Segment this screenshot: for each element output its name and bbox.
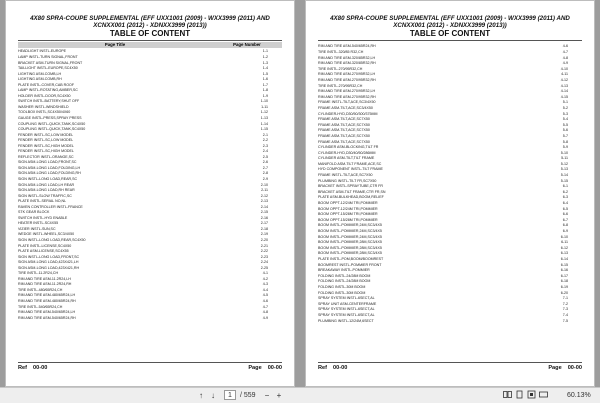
toc-entry-title: FRAME INSTL-TILT,ACE,SC7X50 xyxy=(318,173,373,178)
toc-entry-page: 1-7 xyxy=(262,82,268,87)
total-pages: / 559 xyxy=(240,392,256,399)
viewer-toolbar xyxy=(0,387,600,403)
toc-entry-page: 5-7 xyxy=(562,133,568,138)
toc-entry-title: SPRAY SYSTEM INSTL-6SECT,AL xyxy=(318,312,375,317)
toc-entry-title: PLATE ASM-LICENSE,SC4X55 xyxy=(18,249,69,254)
toc-entry-title: CYLINDER ASM-BLOCKING,TILT FR xyxy=(318,145,379,150)
toc-entry-page: 5-13 xyxy=(560,167,568,172)
toc-entry-title: REFLECTOR INSTL-ORANGE,SC xyxy=(18,154,74,159)
toc-entry-page: 2-5 xyxy=(262,154,268,159)
up-arrow-icon[interactable]: ↑ xyxy=(199,391,203,400)
toc-entry-page: 5-2 xyxy=(562,105,568,110)
footer-ref-value: 00-00 xyxy=(33,365,48,371)
toc-entry-page: 7-4 xyxy=(562,312,568,317)
footer-ref-label: Ref xyxy=(18,365,28,371)
toc-entry-title: HEATER INSTL-SC4X55 xyxy=(18,221,59,226)
toc-entry-page: 1-15 xyxy=(260,127,268,132)
toc-entry-page: 4-2 xyxy=(262,276,268,281)
toc-entry-title: FENDER INSTL-SC,HIGH MODEL xyxy=(18,143,74,148)
toc-entry-title: SIGN ASM-LONG LOAD,423X421,RH xyxy=(18,265,80,270)
toc-entry-page: 4-6 xyxy=(262,299,268,304)
toc-entry-page: 4-10 xyxy=(560,66,568,71)
toc-entry-page: 2-13 xyxy=(260,199,268,204)
toc-entry-title: RIM AND TIRE ASM-270/95R32,LH xyxy=(318,72,376,77)
toc-entry-page: 4-8 xyxy=(262,310,268,315)
divider xyxy=(18,40,282,41)
toc-entry-title: TIRE INSTL-11.2R24,CH xyxy=(18,271,59,276)
toc-entry-title: BOOM INSTL-POMMIER,28M,SC3/4X5 xyxy=(318,251,382,256)
toc-entry-page: 1-11 xyxy=(261,104,268,109)
page-footer xyxy=(18,362,282,371)
toc-entry-page: 6-15 xyxy=(560,262,568,267)
toc-entry-page: 2-24 xyxy=(260,260,268,265)
toc-entry-page: 5-14 xyxy=(560,173,568,178)
toc-entry-page: 6-2 xyxy=(562,189,568,194)
toc-entry-page: 5-5 xyxy=(562,122,568,127)
toc-entry-title: SIGN INSTL-SLOW TRAFFIC,SC xyxy=(18,193,72,198)
toc-entry-title: FRAME ASM-TILT,ACE,SC7X50 xyxy=(318,139,370,144)
toc-entry-title: VIZIER INSTL-SUN,SC xyxy=(18,226,56,231)
toc-entry-title: FRAME ASM-TILT,ACE,SC7X50 xyxy=(318,128,370,133)
toc-entry-title: BRACKET ASM-TURN SIGNAL,FRONT xyxy=(18,60,83,65)
toc-entry-page: 4-8 xyxy=(562,55,568,60)
toc-entry-page: 2-21 xyxy=(260,243,268,248)
toc-entry-title: BOOM OPPT-15/28M TRI,POMMIER xyxy=(318,212,378,217)
toc-entry-title: RIM AND TIRE ASM-11.2R24,RH xyxy=(18,282,72,287)
toc-entry-page: 2-9 xyxy=(262,176,268,181)
toc-entry-page: 4-6 xyxy=(562,44,568,49)
toc-entry-page: 5-9 xyxy=(562,145,568,150)
toc-entry-page: 4-1 xyxy=(262,271,268,276)
document-title xyxy=(6,15,294,29)
page-number-input[interactable]: 1 xyxy=(224,390,236,400)
toc-entry-title: FRAME ASM-TILT,ACE,SC7X50 xyxy=(318,117,370,122)
toc-entry-page: 2-2 xyxy=(262,138,268,143)
toc-entry-page: 6-14 xyxy=(560,256,568,261)
toc-entry-page: 6-17 xyxy=(560,273,568,278)
toc-entry-page: 4-15 xyxy=(560,94,568,99)
toc-entry-title: CYLINDER-HYD,D30/40/50/286MM xyxy=(318,150,376,155)
toc-entry-title: RIM AND TIRE ASM-270/95R32,RH xyxy=(318,94,376,99)
title-line: 4X80 SPRA-COUPE SUPPLEMENTAL (EFF UXX1001 (2009) - WXX3999 (2011) AND xyxy=(30,15,270,22)
toc-entry-page: 2-12 xyxy=(260,193,268,198)
toc-entry-page: 6-18 xyxy=(560,279,568,284)
toc-entry-title: TOOLBOX INSTL,SC4X50/4X60 xyxy=(18,110,71,115)
fit-width-icon[interactable] xyxy=(538,390,548,401)
toc-entry-title: TIRE INSTL-270/95R32,CH xyxy=(318,66,363,71)
toc-entry-page: 1-2 xyxy=(262,54,268,59)
toc-entry-title: BOOM INSTL-POMMIER,24M,SC3/4X5 xyxy=(318,229,382,233)
toc-entry-title: WASHER INSTL-WINDSHIELD xyxy=(18,104,69,109)
toc-entry-title: SIGN INSTL-LONG LOAD,REAR,SC xyxy=(18,176,78,181)
toc-entry-page: 4-5 xyxy=(262,293,268,298)
toc-entry-title: SIGN ASM-LONG LOAD,423X421,LH xyxy=(18,260,79,265)
toc-entry-page: 2-11 xyxy=(261,188,268,193)
toc-entry-page: 6-11 xyxy=(561,240,568,245)
toc-entry-page: 2-25 xyxy=(260,265,268,270)
toc-entry-page: 6-19 xyxy=(560,284,568,289)
toc-entry-title: FENDER INSTL-SC,LOW MODEL xyxy=(18,138,74,143)
toc-entry-title: BOOM OPPT-12/24M TRI,POMMIER xyxy=(318,201,378,206)
toc-entry-title: SPRAY SYSTEM INSTL-6SECT,AL xyxy=(318,296,375,301)
toc-entry-page: 2-6 xyxy=(262,160,268,165)
document-page-right xyxy=(305,0,595,387)
toc-entry-title: GAUGE INSTL-PRESS,SPRAY PRESS xyxy=(18,115,82,120)
toc-entry-title: SIGN ASM-LONG LOAD,FOLDING,RH xyxy=(18,171,81,176)
toc-entry-title: RIM AND TIRE ASM-270/95R32,LH xyxy=(318,89,376,94)
toc-entry-title: RIM AND TIRE ASM-320/85R32,LH xyxy=(318,55,376,60)
toc-entry-page: 1-13 xyxy=(260,115,268,120)
toc-entry-page: 4-4 xyxy=(262,287,268,292)
toc-entry-title: FOLDING INSTL-24/28M BOOM xyxy=(318,273,371,278)
toc-entry-page: 5-3 xyxy=(562,111,568,116)
toc-entry-page: 7-5 xyxy=(562,318,568,323)
footer-page-label: Page xyxy=(248,365,262,371)
toc-entry-title: BOOMREST INSTL-POMMIER FRONT xyxy=(318,262,382,267)
toc-entry-title: PLATE INSTL-POM,BOOM/BOOMREST xyxy=(318,256,384,261)
toc-entry-title: COUPLING INSTL-QUICK,TANK,SC4X50 xyxy=(18,121,86,126)
toc-row[interactable] xyxy=(318,319,582,325)
toc-entry-title: COUPLING INSTL-QUICK,TANK,SC4X50 xyxy=(18,127,86,132)
toc-entry-page: 1-1 xyxy=(262,49,268,54)
toc-entry-page: 4-14 xyxy=(560,89,568,94)
toc-entry-page: 2-1 xyxy=(262,132,268,137)
toc-entry-page: 2-18 xyxy=(260,226,268,231)
toc-entry-title: MANIFOLD ASM-TILT FRAME,ACE,SC xyxy=(318,161,382,166)
toc-entry-page: 5-8 xyxy=(562,139,568,144)
toc-entry-page: 4-3 xyxy=(262,282,268,287)
title-line: 4X80 SPRA-COUPE SUPPLEMENTAL (EFF UXX1001 (2009) - WXX3999 (2011) AND xyxy=(330,15,570,22)
document-page-left xyxy=(5,0,295,387)
toc-entry-page: 2-14 xyxy=(260,204,268,209)
toc-entry-page: 6-6 xyxy=(562,212,568,217)
toc-entry-page: 1-12 xyxy=(260,110,268,115)
document-title xyxy=(306,15,594,29)
plus-icon[interactable]: + xyxy=(276,391,282,400)
toc-entry-page: 2-8 xyxy=(262,171,268,176)
toc-entry-title: RIM AND TIRE ASM-270/95R32,RH xyxy=(318,77,376,82)
toc-entry-title: PLATE INSTL-LICENSE,SC4X50 xyxy=(18,243,72,248)
toc-entry-title: PLATE INSTL-SERIAL NO,NL xyxy=(18,199,67,204)
toc-entry-title: BOOM OPPT-12/24M TRI,POMMIER xyxy=(318,206,378,211)
toc-entry-page: 1-14 xyxy=(260,121,268,126)
toc-entry-page: 4-9 xyxy=(562,61,568,66)
toc-entry-title: FENDER INSTL-SC,HIGH MODEL xyxy=(18,149,74,154)
toc-entry-page: 6-5 xyxy=(562,206,568,211)
toc-entry-title: LAMP INSTL-ROTATING,AMBER,SC xyxy=(18,88,78,93)
toc-entry-page: 4-9 xyxy=(262,315,268,320)
toc-entry-page: 6-12 xyxy=(560,245,568,250)
toc-entry-page: 6-9 xyxy=(562,229,568,233)
toc-entry-page: 6-8 xyxy=(562,223,568,228)
title-line: XCNXX001 (2012) - XDNXX3999 (2013)) xyxy=(393,22,507,30)
toc-entry-page: 2-20 xyxy=(260,238,268,242)
toc-entry-title: BOOM INSTL-POMMIER,24M,SC3/4X5 xyxy=(318,234,382,239)
title-line: XCNXX001 (2012) - XDNXX3999 (2013)) xyxy=(93,22,207,30)
toc-entry-page: 2-23 xyxy=(260,254,268,259)
toc-entry-title: SIGN INSTL-LONG LOAD,REAR,SC4X50 xyxy=(18,238,86,242)
toc-entry-page: 4-11 xyxy=(561,72,568,77)
toc-entry-page: 4-12 xyxy=(560,77,568,82)
toc-entry-page: 6-13 xyxy=(560,251,568,256)
toc-entry-title: STK GEAR BLOCK xyxy=(18,210,50,215)
toc-entry-title: SPRAY SYSTEM INSTL-6SECT,AL xyxy=(318,307,375,312)
toc-entry-page: 6-1 xyxy=(562,184,568,189)
toc-entry-title: PLUMBING INSTL-12/24M,6SECT xyxy=(318,318,374,323)
toc-entry-title: RIM AND TIRE ASM-540/65R24,LH xyxy=(18,310,76,315)
toc-entry-page: 6-4 xyxy=(562,201,568,206)
toc-entry-title: SWITCH INSTL-HYD ENABLE xyxy=(18,215,68,220)
toc-entry-page: 4-7 xyxy=(562,50,568,54)
toc-list xyxy=(318,44,582,324)
toc-entry-page: 2-7 xyxy=(262,165,268,170)
footer-page-value: 00-00 xyxy=(567,365,582,371)
toc-entry-title: PLUMBING INSTL-TILT FR,SC7X50 xyxy=(318,178,377,183)
toc-entry-title: CYLINDER ASM-TILT,TILT FRAME xyxy=(318,156,375,161)
toc-entry-page: 5-11 xyxy=(561,156,568,161)
toc-entry-title: FRAME INSTL-TILT,ACE,SC3/4X50 xyxy=(318,100,376,105)
toc-entry-title: HYD COMPONENT INSTL-TILT FRAME xyxy=(318,167,383,172)
toc-entry-title: SIGN INSTL-LONG LOAD,FRONT,SC xyxy=(18,254,80,259)
toc-entry-title: TIRE INSTL-480/65R24,CH xyxy=(18,287,63,292)
toc-entry-page: 5-4 xyxy=(562,117,568,122)
toc-entry-page: 5-1 xyxy=(562,100,568,105)
toc-entry-page: 2-15 xyxy=(260,210,268,215)
footer-ref-value: 00-00 xyxy=(333,365,348,371)
toc-heading: TABLE OF CONTENT xyxy=(109,29,191,39)
toc-entry-title: PLATE INSTL-COVER,CAB ROOF xyxy=(18,82,75,87)
toc-entry-title: WEDGE INSTL-WHEEL,SC3/4X50 xyxy=(18,232,75,237)
toc-heading: TABLE OF CONTENT xyxy=(409,29,491,39)
footer-page-label: Page xyxy=(548,365,562,371)
toc-entry-title: TIRE INSTL-270/95R32,CH xyxy=(318,83,363,88)
toc-entry-title: TIRE INSTL-540/65R24,CH xyxy=(18,304,63,309)
toc-entry-title: SPRAY UNIT ASM-CENTERFRAME xyxy=(318,301,377,306)
toc-entry-page: 6-3 xyxy=(562,195,568,200)
toc-entry-page: 5-15 xyxy=(560,178,568,183)
toc-entry-page: 5-6 xyxy=(562,128,568,133)
toc-entry-title: FRAME ASM-TILT,ACE,SC7X50 xyxy=(318,122,370,127)
page-footer xyxy=(318,362,582,371)
toc-entry-page: 1-4 xyxy=(262,66,268,71)
toc-entry-title: LAMP INSTL-TURN SIGNAL,FRONT xyxy=(18,54,78,59)
toc-entry-title: TIRE INSTL-320/85 R32,CH xyxy=(318,50,364,54)
toc-entry-title: BOOM OPPT-15/28M TRI,POMMIER xyxy=(318,217,378,222)
toc-entry-page: 1-6 xyxy=(262,77,268,82)
toc-entry-page: 5-10 xyxy=(560,150,568,155)
toc-entry-page: 4-7 xyxy=(262,304,268,309)
toc-entry-title: RIM AND TIRE ASM-480/65R24,RH xyxy=(18,299,76,304)
toc-entry-page: 7-2 xyxy=(562,301,568,306)
toc-entry-title: FOLDING INSTL-30M BOOM xyxy=(318,290,366,295)
toc-entry-title: SIGN ASM-LONG LOAD,FRONT,SC xyxy=(18,160,77,165)
toc-list xyxy=(18,49,282,321)
toc-entry-page: 2-10 xyxy=(260,182,268,187)
toc-entry-page: 4-13 xyxy=(560,83,568,88)
two-page-view-icon[interactable] xyxy=(502,390,512,401)
toc-entry-page: 6-20 xyxy=(560,290,568,295)
toc-entry-title: BOOM INSTL-POMMIER,28M,SC3/4X5 xyxy=(318,240,382,245)
footer-ref-label: Ref xyxy=(318,365,328,371)
toc-entry-title: FOLDING INSTL-30M BOOM xyxy=(318,284,366,289)
toc-entry-page: 2-3 xyxy=(262,143,268,148)
toc-entry-title: FENDER INSTL-SC,LOW MODEL xyxy=(18,132,74,137)
toc-entry-page: 1-8 xyxy=(262,88,268,93)
toc-entry-title: RIM AND TIRE ASM-320/85R32,RH xyxy=(318,61,376,66)
down-arrow-icon[interactable]: ↓ xyxy=(211,391,215,400)
toc-entry-page: 1-3 xyxy=(262,60,268,65)
toc-entry-title: LIGHTING ASM-COMB,LH xyxy=(18,71,62,76)
toc-row[interactable] xyxy=(18,316,282,322)
toc-entry-title: LIGHTING ASM-COMB,RH xyxy=(18,77,62,82)
toc-entry-title: PLATE ASM-BULKHEAD,BOOM,RELIEF xyxy=(318,195,384,200)
divider xyxy=(318,40,582,41)
toc-entry-title: FOLDING INSTL-24/28M BOOM xyxy=(318,279,371,284)
toc-entry-title: FRAME ASM-TILT,ACE,SC7X50 xyxy=(318,133,370,138)
toc-entry-title: CYLINDER-HYD,D30/50/300/375MM xyxy=(318,111,378,116)
toc-entry-page: 2-4 xyxy=(262,149,268,154)
toc-entry-page: 1-9 xyxy=(262,93,268,98)
toc-entry-page: 5-12 xyxy=(560,161,568,166)
toc-entry-title: BRACKET INSTL-SPRAYTUBE,CTR FR xyxy=(318,184,383,189)
toc-entry-page: 6-7 xyxy=(562,217,568,222)
toc-entry-title: RIM AND TIRE ASM-540/65R24,RH xyxy=(18,315,76,320)
toc-entry-title: TAILLIGHT INSTL-EUROPE,SC4X50 xyxy=(18,66,78,71)
fit-page-icon[interactable] xyxy=(526,390,536,401)
toc-entry-page: 2-19 xyxy=(260,232,268,237)
toc-entry-title: SIGN ASM-LONG LOAD,LH REAR xyxy=(18,182,75,187)
toc-entry-page: 1-10 xyxy=(260,99,268,104)
zoom-level[interactable]: 60.13% xyxy=(567,392,591,399)
toc-entry-title: SIGN ASM-LONG LOAD,RH REAR xyxy=(18,188,75,193)
single-page-view-icon[interactable] xyxy=(514,390,524,401)
toc-entry-page: 7-3 xyxy=(562,307,568,312)
toc-entry-page: 1-5 xyxy=(262,71,268,76)
toc-entry-title: BRACKET ASM-TILT FRAME,CTR FR,SN xyxy=(318,189,386,194)
toc-entry-page: 6-16 xyxy=(560,268,568,273)
toc-entry-title: RIM AND TIRE ASM-480/65R24,LH xyxy=(18,293,76,298)
toc-entry-title: BOOM INSTL-POMMIER,24M,SC3/4X5 xyxy=(318,223,382,228)
toc-entry-title: HEADLIGHT INSTL-EUROPE xyxy=(18,49,67,54)
toc-entry-title: RAVEN CONTROLLER INSTL-FRANCE xyxy=(18,204,83,209)
toc-entry-title: HOLDER INSTL-DOOR,SC4X50 xyxy=(18,93,71,98)
toc-entry-page: 2-17 xyxy=(260,221,268,226)
minus-icon[interactable]: − xyxy=(264,391,270,400)
footer-page-value: 00-00 xyxy=(267,365,282,371)
table-header xyxy=(18,42,282,48)
toc-entry-title: FRAME ASM-TILT,ACE,SC3/4X50 xyxy=(318,105,373,110)
toc-entry-page: 6-10 xyxy=(560,234,568,239)
toc-entry-page: 7-1 xyxy=(562,296,568,301)
toc-entry-title: RIM AND TIRE ASM-11.2R24,LH xyxy=(18,276,71,281)
toc-entry-title: SIGN ASM-LONG LOAD,FOLDING,LH xyxy=(18,165,81,170)
toc-entry-title: BREAKAWAY INSTL-POMMIER xyxy=(318,268,370,273)
toc-entry-page: 2-22 xyxy=(260,249,268,254)
toc-entry-page: 2-16 xyxy=(260,215,268,220)
column-header-title: Page Title xyxy=(104,42,126,48)
column-header-page: Page Number xyxy=(233,42,261,48)
toc-entry-title: RIM AND TIRE ASM-540/65R24,RH xyxy=(318,44,376,49)
toc-entry-title: SWITCH INSTL-BATTERY,SHUT OFF xyxy=(18,99,80,104)
toc-entry-title: BOOM INSTL-POMMIER,28M,SC3/4X5 xyxy=(318,245,382,250)
